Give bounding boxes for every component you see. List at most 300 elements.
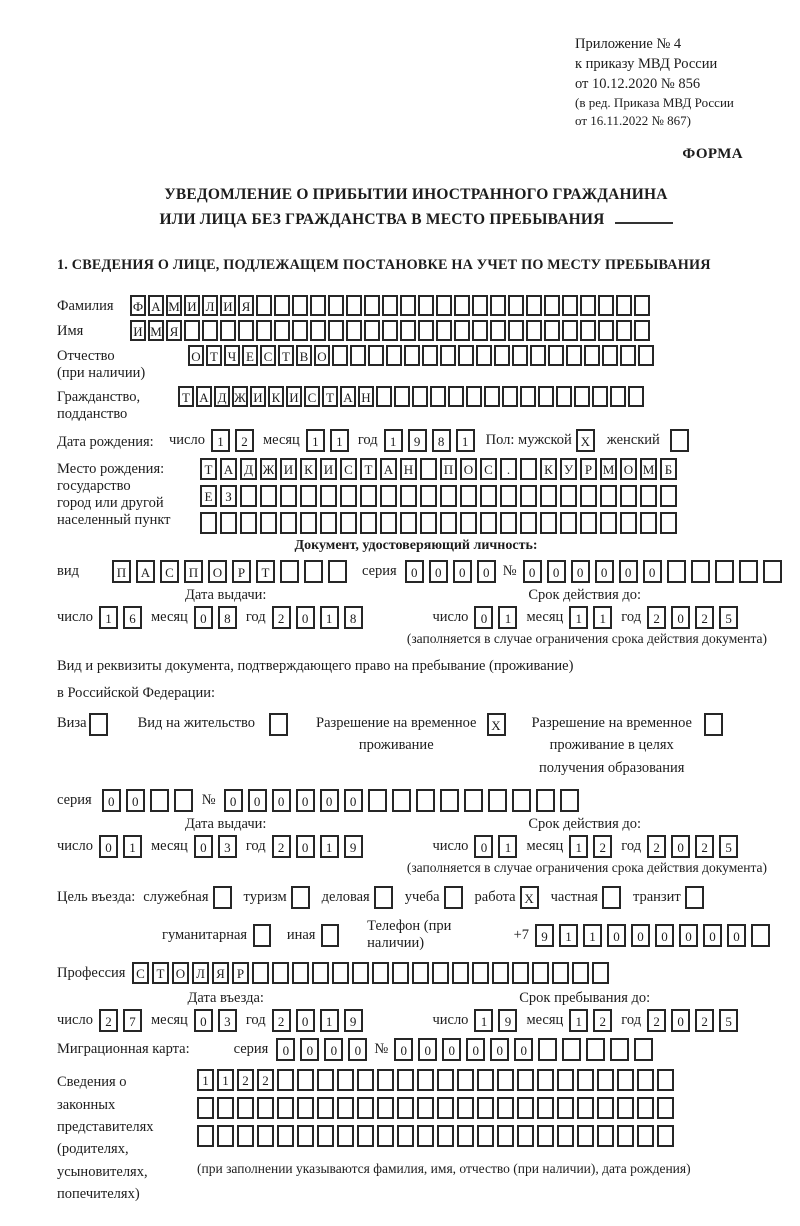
form-cell[interactable] xyxy=(312,962,329,984)
form-cell[interactable]: О xyxy=(314,345,330,366)
form-cell[interactable] xyxy=(220,512,237,534)
form-cell[interactable] xyxy=(256,320,272,341)
form-cell[interactable] xyxy=(292,962,309,984)
form-cell[interactable]: 0 xyxy=(348,1038,367,1061)
form-cell[interactable] xyxy=(502,386,518,407)
form-cell[interactable]: Т xyxy=(278,345,294,366)
form-cell[interactable] xyxy=(430,386,446,407)
form-cell[interactable]: П xyxy=(112,560,131,583)
form-cell[interactable] xyxy=(532,962,549,984)
form-cell[interactable] xyxy=(457,1097,474,1119)
form-cell[interactable] xyxy=(634,320,650,341)
form-cell[interactable] xyxy=(277,1069,294,1091)
form-cell[interactable]: Я xyxy=(238,295,254,316)
form-cell[interactable] xyxy=(460,485,477,507)
form-cell[interactable]: 0 xyxy=(523,560,542,583)
form-cell[interactable] xyxy=(600,512,617,534)
form-cell[interactable]: 0 xyxy=(547,560,566,583)
form-cell[interactable] xyxy=(477,1097,494,1119)
form-cell[interactable] xyxy=(364,295,380,316)
form-cell[interactable]: 1 xyxy=(474,1009,493,1032)
form-cell[interactable] xyxy=(577,1069,594,1091)
form-cell[interactable] xyxy=(418,295,434,316)
form-cell[interactable] xyxy=(616,320,632,341)
form-cell[interactable]: 0 xyxy=(671,1009,690,1032)
form-cell[interactable]: 0 xyxy=(102,789,121,812)
form-cell[interactable]: 8 xyxy=(432,429,451,452)
form-cell[interactable] xyxy=(237,1097,254,1119)
form-cell[interactable] xyxy=(412,386,428,407)
form-cell[interactable]: 1 xyxy=(583,924,602,947)
form-cell[interactable] xyxy=(497,1125,514,1147)
form-cell[interactable] xyxy=(280,512,297,534)
form-cell[interactable] xyxy=(500,512,517,534)
form-cell[interactable] xyxy=(357,1069,374,1091)
form-cell[interactable] xyxy=(360,485,377,507)
form-cell[interactable] xyxy=(715,560,734,583)
form-cell[interactable]: А xyxy=(220,458,237,480)
form-cell[interactable]: 0 xyxy=(224,789,243,812)
form-cell[interactable] xyxy=(537,1069,554,1091)
form-cell[interactable] xyxy=(562,295,578,316)
form-cell[interactable] xyxy=(328,320,344,341)
form-cell[interactable] xyxy=(597,1125,614,1147)
form-cell[interactable]: О xyxy=(172,962,189,984)
form-cell[interactable] xyxy=(260,512,277,534)
form-cell[interactable] xyxy=(417,1097,434,1119)
form-cell[interactable]: 0 xyxy=(324,1038,343,1061)
form-cell[interactable]: 9 xyxy=(408,429,427,452)
form-cell[interactable]: 0 xyxy=(466,1038,485,1061)
purpose-work-checkbox[interactable]: X xyxy=(520,886,539,909)
form-cell[interactable] xyxy=(634,295,650,316)
form-cell[interactable]: Р xyxy=(232,962,249,984)
form-cell[interactable] xyxy=(377,1097,394,1119)
form-cell[interactable] xyxy=(292,295,308,316)
form-cell[interactable] xyxy=(660,512,677,534)
form-cell[interactable] xyxy=(257,1125,274,1147)
sex-female-checkbox[interactable] xyxy=(670,429,689,452)
form-cell[interactable]: Ч xyxy=(224,345,240,366)
form-cell[interactable] xyxy=(598,295,614,316)
form-cell[interactable] xyxy=(574,386,590,407)
form-cell[interactable]: А xyxy=(148,295,164,316)
form-cell[interactable]: 6 xyxy=(123,606,142,629)
form-cell[interactable] xyxy=(490,295,506,316)
form-cell[interactable] xyxy=(436,295,452,316)
form-cell[interactable]: 1 xyxy=(217,1069,234,1091)
form-cell[interactable] xyxy=(420,458,437,480)
form-cell[interactable] xyxy=(657,1069,674,1091)
form-cell[interactable]: 0 xyxy=(296,835,315,858)
form-cell[interactable] xyxy=(512,789,531,812)
form-cell[interactable]: К xyxy=(268,386,284,407)
form-cell[interactable] xyxy=(526,320,542,341)
form-cell[interactable] xyxy=(577,1125,594,1147)
form-cell[interactable] xyxy=(586,1038,605,1061)
form-cell[interactable]: 2 xyxy=(647,835,666,858)
form-cell[interactable]: 2 xyxy=(272,1009,291,1032)
form-cell[interactable]: Я xyxy=(212,962,229,984)
form-cell[interactable] xyxy=(310,320,326,341)
form-cell[interactable] xyxy=(416,789,435,812)
form-cell[interactable]: 1 xyxy=(559,924,578,947)
rvp-education-checkbox[interactable] xyxy=(704,713,723,736)
form-cell[interactable] xyxy=(562,320,578,341)
form-cell[interactable] xyxy=(530,345,546,366)
form-cell[interactable]: Е xyxy=(242,345,258,366)
form-cell[interactable] xyxy=(394,386,410,407)
form-cell[interactable]: С xyxy=(480,458,497,480)
form-cell[interactable]: Т xyxy=(178,386,194,407)
form-cell[interactable]: 1 xyxy=(306,429,325,452)
form-cell[interactable]: 0 xyxy=(703,924,722,947)
form-cell[interactable] xyxy=(557,1097,574,1119)
form-cell[interactable] xyxy=(617,1069,634,1091)
form-cell[interactable] xyxy=(440,512,457,534)
form-cell[interactable] xyxy=(400,485,417,507)
form-cell[interactable] xyxy=(544,320,560,341)
form-cell[interactable]: 2 xyxy=(257,1069,274,1091)
form-cell[interactable] xyxy=(637,1069,654,1091)
form-cell[interactable] xyxy=(536,789,555,812)
form-cell[interactable] xyxy=(317,1069,334,1091)
form-cell[interactable]: К xyxy=(300,458,317,480)
form-cell[interactable]: 0 xyxy=(194,1009,213,1032)
form-cell[interactable] xyxy=(217,1097,234,1119)
form-cell[interactable] xyxy=(580,320,596,341)
form-cell[interactable]: 2 xyxy=(647,1009,666,1032)
form-cell[interactable] xyxy=(560,789,579,812)
form-cell[interactable] xyxy=(297,1069,314,1091)
form-cell[interactable] xyxy=(517,1069,534,1091)
form-cell[interactable] xyxy=(337,1069,354,1091)
form-cell[interactable] xyxy=(220,320,236,341)
form-cell[interactable] xyxy=(357,1125,374,1147)
form-cell[interactable]: И xyxy=(250,386,266,407)
form-cell[interactable] xyxy=(397,1097,414,1119)
form-cell[interactable]: 0 xyxy=(296,606,315,629)
form-cell[interactable]: Д xyxy=(240,458,257,480)
form-cell[interactable] xyxy=(360,512,377,534)
form-cell[interactable] xyxy=(364,320,380,341)
form-cell[interactable] xyxy=(346,320,362,341)
form-cell[interactable] xyxy=(566,345,582,366)
form-cell[interactable]: 7 xyxy=(123,1009,142,1032)
form-cell[interactable] xyxy=(691,560,710,583)
form-cell[interactable] xyxy=(448,386,464,407)
form-cell[interactable] xyxy=(357,1097,374,1119)
form-cell[interactable] xyxy=(382,295,398,316)
form-cell[interactable] xyxy=(548,345,564,366)
form-cell[interactable] xyxy=(572,962,589,984)
form-cell[interactable] xyxy=(602,345,618,366)
form-cell[interactable]: 9 xyxy=(344,1009,363,1032)
form-cell[interactable]: А xyxy=(196,386,212,407)
form-cell[interactable] xyxy=(477,1125,494,1147)
form-cell[interactable] xyxy=(552,962,569,984)
form-cell[interactable] xyxy=(520,512,537,534)
form-cell[interactable] xyxy=(392,789,411,812)
form-cell[interactable] xyxy=(397,1125,414,1147)
form-cell[interactable]: Я xyxy=(166,320,182,341)
form-cell[interactable]: Ф xyxy=(130,295,146,316)
form-cell[interactable] xyxy=(257,1097,274,1119)
form-cell[interactable] xyxy=(300,512,317,534)
form-cell[interactable]: 2 xyxy=(99,1009,118,1032)
form-cell[interactable] xyxy=(464,789,483,812)
form-cell[interactable]: 0 xyxy=(344,789,363,812)
form-cell[interactable] xyxy=(597,1069,614,1091)
form-cell[interactable]: С xyxy=(304,386,320,407)
form-cell[interactable]: О xyxy=(208,560,227,583)
form-cell[interactable]: Т xyxy=(256,560,275,583)
form-cell[interactable] xyxy=(592,386,608,407)
form-cell[interactable] xyxy=(457,1069,474,1091)
form-cell[interactable] xyxy=(420,512,437,534)
form-cell[interactable] xyxy=(620,512,637,534)
form-cell[interactable] xyxy=(580,485,597,507)
form-cell[interactable] xyxy=(304,560,323,583)
form-cell[interactable]: И xyxy=(220,295,236,316)
form-cell[interactable] xyxy=(174,789,193,812)
form-cell[interactable] xyxy=(517,1097,534,1119)
form-cell[interactable]: 0 xyxy=(272,789,291,812)
form-cell[interactable]: Т xyxy=(206,345,222,366)
form-cell[interactable] xyxy=(382,320,398,341)
form-cell[interactable] xyxy=(454,295,470,316)
form-cell[interactable]: 1 xyxy=(320,606,339,629)
form-cell[interactable] xyxy=(274,320,290,341)
purpose-other-checkbox[interactable] xyxy=(321,924,339,947)
form-cell[interactable]: У xyxy=(560,458,577,480)
form-cell[interactable] xyxy=(560,512,577,534)
form-cell[interactable] xyxy=(628,386,644,407)
form-cell[interactable]: 5 xyxy=(719,606,738,629)
form-cell[interactable] xyxy=(412,962,429,984)
form-cell[interactable]: О xyxy=(460,458,477,480)
form-cell[interactable] xyxy=(420,485,437,507)
form-cell[interactable] xyxy=(637,1125,654,1147)
form-cell[interactable] xyxy=(520,485,537,507)
visa-checkbox[interactable] xyxy=(89,713,108,736)
form-cell[interactable] xyxy=(332,345,348,366)
form-cell[interactable]: И xyxy=(184,295,200,316)
form-cell[interactable] xyxy=(620,345,636,366)
form-cell[interactable] xyxy=(597,1097,614,1119)
form-cell[interactable] xyxy=(297,1125,314,1147)
form-cell[interactable] xyxy=(184,320,200,341)
form-cell[interactable] xyxy=(437,1069,454,1091)
form-cell[interactable]: В xyxy=(296,345,312,366)
form-cell[interactable] xyxy=(466,386,482,407)
form-cell[interactable]: А xyxy=(340,386,356,407)
form-cell[interactable]: 9 xyxy=(344,835,363,858)
form-cell[interactable]: С xyxy=(340,458,357,480)
form-cell[interactable] xyxy=(634,1038,653,1061)
form-cell[interactable]: О xyxy=(188,345,204,366)
form-cell[interactable] xyxy=(197,1097,214,1119)
form-cell[interactable] xyxy=(667,560,686,583)
form-cell[interactable] xyxy=(610,1038,629,1061)
form-cell[interactable] xyxy=(320,485,337,507)
form-cell[interactable] xyxy=(458,345,474,366)
form-cell[interactable] xyxy=(544,295,560,316)
form-cell[interactable] xyxy=(540,512,557,534)
form-cell[interactable] xyxy=(452,962,469,984)
form-cell[interactable]: 0 xyxy=(320,789,339,812)
form-cell[interactable]: Ж xyxy=(232,386,248,407)
form-cell[interactable] xyxy=(600,485,617,507)
form-cell[interactable] xyxy=(538,386,554,407)
form-cell[interactable] xyxy=(436,320,452,341)
form-cell[interactable]: К xyxy=(540,458,557,480)
form-cell[interactable] xyxy=(480,485,497,507)
rvp-checkbox[interactable]: X xyxy=(487,713,506,736)
form-cell[interactable] xyxy=(317,1097,334,1119)
form-cell[interactable] xyxy=(197,1125,214,1147)
form-cell[interactable]: 0 xyxy=(453,560,472,583)
form-cell[interactable]: М xyxy=(600,458,617,480)
form-cell[interactable] xyxy=(280,485,297,507)
form-cell[interactable] xyxy=(508,295,524,316)
form-cell[interactable]: С xyxy=(260,345,276,366)
form-cell[interactable]: 0 xyxy=(276,1038,295,1061)
form-cell[interactable]: 2 xyxy=(695,606,714,629)
form-cell[interactable] xyxy=(202,320,218,341)
form-cell[interactable] xyxy=(337,1125,354,1147)
form-cell[interactable] xyxy=(617,1125,634,1147)
form-cell[interactable] xyxy=(476,345,492,366)
form-cell[interactable] xyxy=(494,345,510,366)
form-cell[interactable]: Р xyxy=(580,458,597,480)
form-cell[interactable] xyxy=(660,485,677,507)
form-cell[interactable] xyxy=(556,386,572,407)
form-cell[interactable]: 2 xyxy=(695,835,714,858)
form-cell[interactable]: А xyxy=(136,560,155,583)
form-cell[interactable]: 0 xyxy=(514,1038,533,1061)
form-cell[interactable]: И xyxy=(286,386,302,407)
form-cell[interactable] xyxy=(380,512,397,534)
form-cell[interactable] xyxy=(317,1125,334,1147)
form-cell[interactable] xyxy=(200,512,217,534)
form-cell[interactable] xyxy=(512,962,529,984)
form-cell[interactable]: О xyxy=(620,458,637,480)
form-cell[interactable] xyxy=(557,1069,574,1091)
form-cell[interactable]: 0 xyxy=(571,560,590,583)
form-cell[interactable]: И xyxy=(320,458,337,480)
form-cell[interactable] xyxy=(620,485,637,507)
form-cell[interactable] xyxy=(346,295,362,316)
form-cell[interactable]: Т xyxy=(322,386,338,407)
form-cell[interactable] xyxy=(292,320,308,341)
form-cell[interactable]: 1 xyxy=(593,606,612,629)
form-cell[interactable] xyxy=(454,320,470,341)
form-cell[interactable]: 0 xyxy=(474,606,493,629)
form-cell[interactable] xyxy=(657,1097,674,1119)
form-cell[interactable]: Н xyxy=(400,458,417,480)
form-cell[interactable] xyxy=(537,1097,554,1119)
form-cell[interactable]: 9 xyxy=(498,1009,517,1032)
form-cell[interactable] xyxy=(240,485,257,507)
form-cell[interactable] xyxy=(350,345,366,366)
form-cell[interactable] xyxy=(480,512,497,534)
form-cell[interactable] xyxy=(580,512,597,534)
form-cell[interactable]: 2 xyxy=(237,1069,254,1091)
purpose-business-checkbox[interactable] xyxy=(374,886,393,909)
form-cell[interactable] xyxy=(598,320,614,341)
form-cell[interactable] xyxy=(472,962,489,984)
form-cell[interactable] xyxy=(277,1125,294,1147)
form-cell[interactable]: 2 xyxy=(272,606,291,629)
form-cell[interactable]: 0 xyxy=(300,1038,319,1061)
form-cell[interactable]: 0 xyxy=(607,924,626,947)
form-cell[interactable] xyxy=(520,458,537,480)
form-cell[interactable] xyxy=(277,1097,294,1119)
form-cell[interactable] xyxy=(272,962,289,984)
form-cell[interactable] xyxy=(763,560,782,583)
form-cell[interactable]: 1 xyxy=(123,835,142,858)
form-cell[interactable]: 2 xyxy=(695,1009,714,1032)
form-cell[interactable]: 1 xyxy=(330,429,349,452)
form-cell[interactable]: Е xyxy=(200,485,217,507)
form-cell[interactable]: 5 xyxy=(719,835,738,858)
form-cell[interactable] xyxy=(417,1069,434,1091)
form-cell[interactable]: 0 xyxy=(99,835,118,858)
form-cell[interactable]: Т xyxy=(152,962,169,984)
form-cell[interactable]: 0 xyxy=(671,606,690,629)
form-cell[interactable]: З xyxy=(220,485,237,507)
form-cell[interactable] xyxy=(497,1097,514,1119)
form-cell[interactable]: 0 xyxy=(671,835,690,858)
form-cell[interactable]: 0 xyxy=(296,1009,315,1032)
form-cell[interactable] xyxy=(238,320,254,341)
form-cell[interactable] xyxy=(488,789,507,812)
form-cell[interactable] xyxy=(437,1097,454,1119)
form-cell[interactable] xyxy=(517,1125,534,1147)
form-cell[interactable]: Т xyxy=(200,458,217,480)
form-cell[interactable] xyxy=(310,295,326,316)
form-cell[interactable]: 0 xyxy=(405,560,424,583)
form-cell[interactable] xyxy=(240,512,257,534)
form-cell[interactable] xyxy=(640,485,657,507)
form-cell[interactable] xyxy=(150,789,169,812)
form-cell[interactable]: 1 xyxy=(197,1069,214,1091)
form-cell[interactable]: 1 xyxy=(320,1009,339,1032)
form-cell[interactable] xyxy=(584,345,600,366)
form-cell[interactable] xyxy=(577,1097,594,1119)
form-cell[interactable] xyxy=(490,320,506,341)
form-cell[interactable] xyxy=(492,962,509,984)
form-cell[interactable] xyxy=(500,485,517,507)
form-cell[interactable] xyxy=(328,560,347,583)
form-cell[interactable]: 0 xyxy=(194,835,213,858)
residence-permit-checkbox[interactable] xyxy=(269,713,288,736)
form-cell[interactable] xyxy=(352,962,369,984)
form-cell[interactable]: 0 xyxy=(442,1038,461,1061)
form-cell[interactable] xyxy=(377,1069,394,1091)
form-cell[interactable] xyxy=(392,962,409,984)
form-cell[interactable]: 0 xyxy=(394,1038,413,1061)
form-cell[interactable] xyxy=(557,1125,574,1147)
form-cell[interactable]: И xyxy=(280,458,297,480)
form-cell[interactable]: 0 xyxy=(477,560,496,583)
form-cell[interactable] xyxy=(260,485,277,507)
form-cell[interactable]: Л xyxy=(202,295,218,316)
form-cell[interactable] xyxy=(377,1125,394,1147)
form-cell[interactable] xyxy=(617,1097,634,1119)
form-cell[interactable] xyxy=(440,789,459,812)
